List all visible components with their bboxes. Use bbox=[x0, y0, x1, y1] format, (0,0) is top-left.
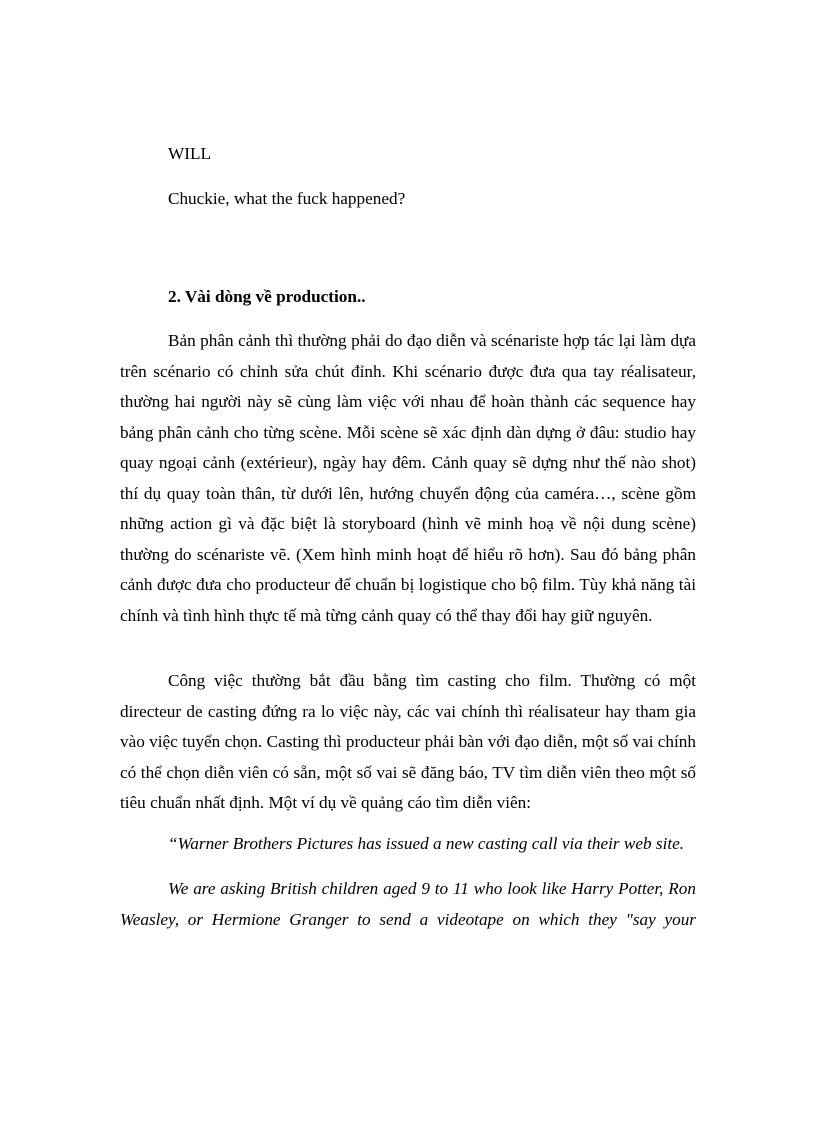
section-heading: 2. Vài dòng về production.. bbox=[168, 287, 366, 306]
dialogue-line: Chuckie, what the fuck happened? bbox=[168, 189, 406, 208]
paragraph-casting: Công việc thường bắt đầu bằng tìm casting cho film. Thường có một directeur de casting đứng ra lo việc này, các vai chính thì réalisateur hay tham gia vào việc tuyển chọn. Casting thì producteur phải bàn với đạo diễn, một số vai chính có thể chọn diễn viên có sẵn, một số vai sẽ đăng báo, TV tìm diễn viên theo một số tiêu chuẩn nhất định. Một ví dụ về quảng cáo tìm diễn viên: bbox=[120, 671, 696, 812]
paragraph-storyboard: Bản phân cảnh thì thường phải do đạo diễn và scénariste hợp tác lại làm dựa trên scénario có chỉnh sửa chút đỉnh. Khi scénario được đưa qua tay réalisateur, thường hai người này sẽ cùng làm việc với nhau để hoàn thành các sequence hay bảng phân cảnh cho từng scène. Mỗi scène sẽ xác định dàn dựng ở đâu: studio hay quay ngoại cảnh (extérieur), ngày hay đêm. Cảnh quay sẽ dựng như thế nào shot) thí dụ quay toàn thân, từ dưới lên, hướng chuyển động của caméra…, scène gồm những action gì và đặc biệt là storyboard (hình vẽ minh hoạ về nội dung scène) thường do scénariste vẽ. (Xem hình minh hoạt để hiểu rõ hơn). Sau đó bảng phân cảnh được đưa cho producteur để chuẩn bị logistique cho bộ film. Tùy khả năng tài chính và tình hình thực tế mà từng cảnh quay có thể thay đổi hay giữ nguyên. bbox=[120, 331, 696, 625]
quote-children-request: We are asking British children aged 9 to 11 who look like Harry Potter, Ron Weasley, or Hermione Granger to send a videotape on which they "say your bbox=[120, 879, 696, 929]
quote-casting-call: “Warner Brothers Pictures has issued a new casting call via their web site. bbox=[168, 834, 685, 853]
speaker-name: WILL bbox=[168, 144, 211, 163]
